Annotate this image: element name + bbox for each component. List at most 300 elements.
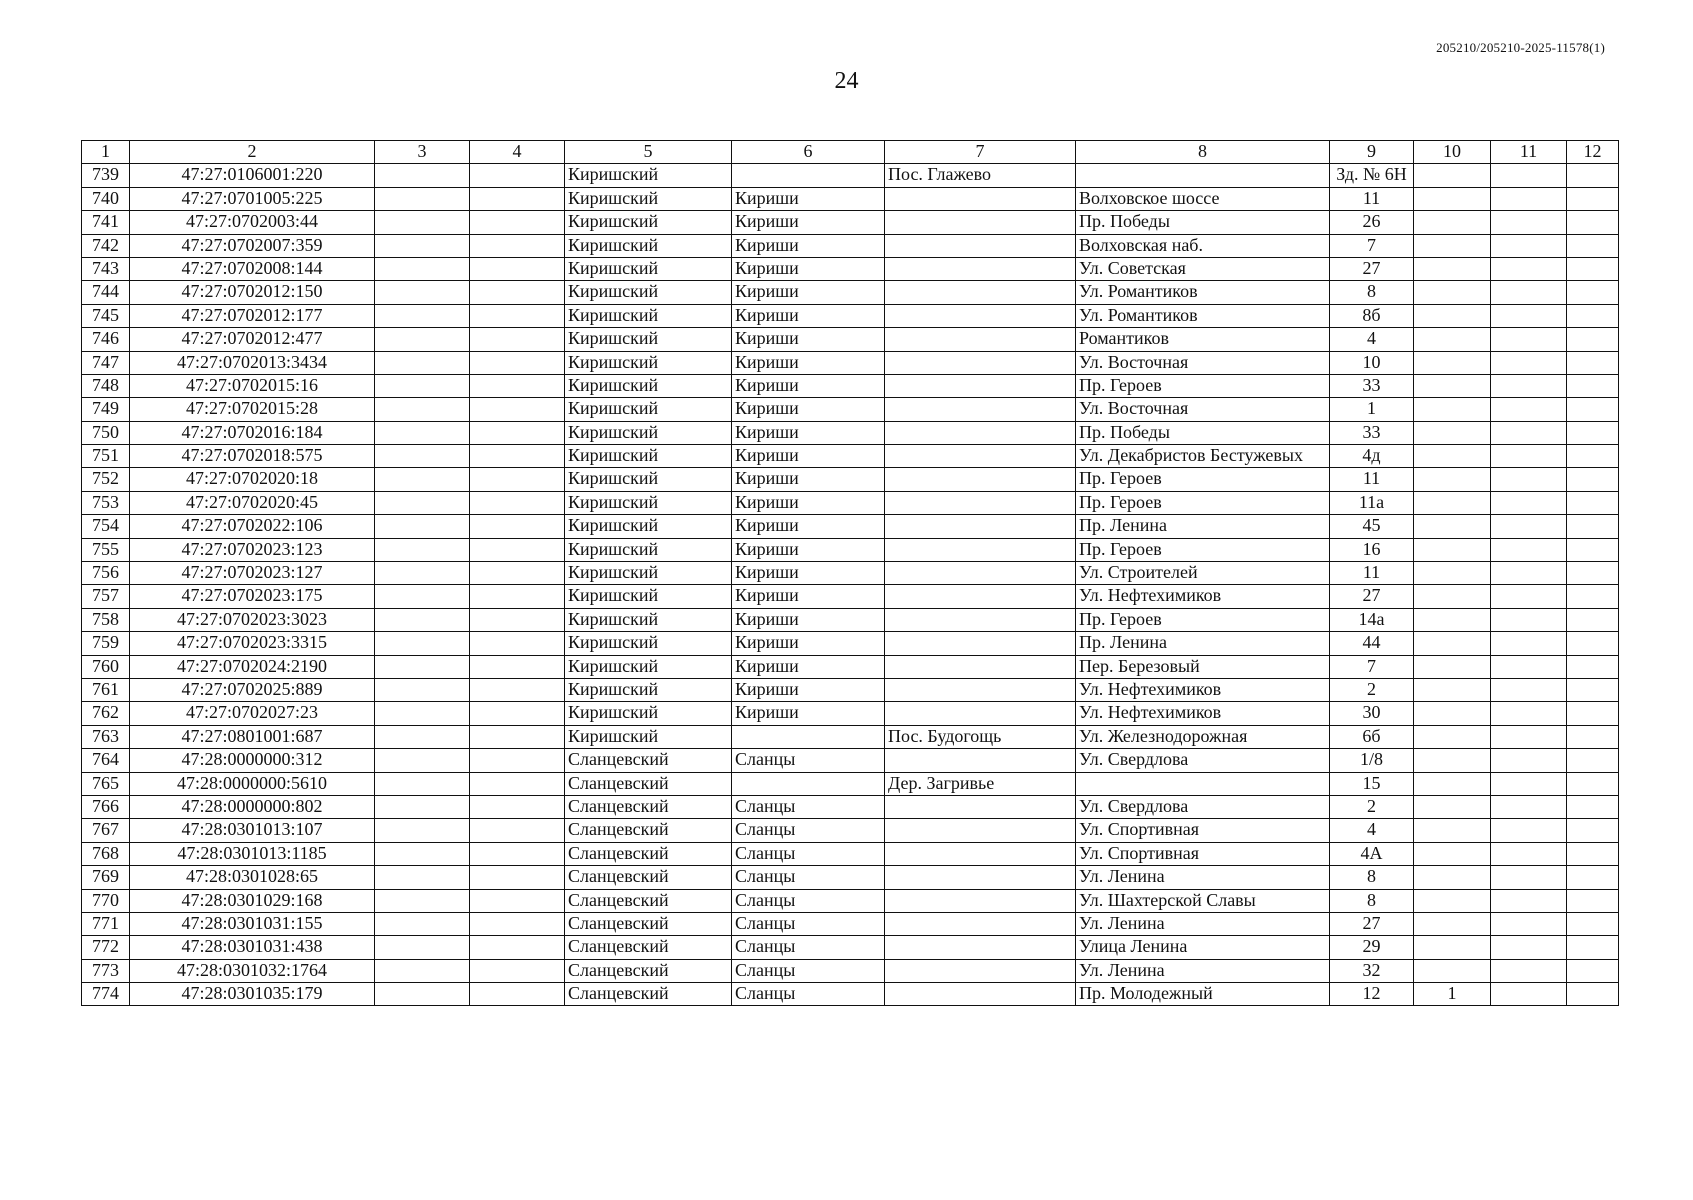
table-cell bbox=[885, 608, 1076, 631]
table-cell bbox=[1491, 912, 1567, 935]
table-cell: 745 bbox=[82, 304, 130, 327]
table-cell: Киришский bbox=[565, 257, 732, 280]
table-cell bbox=[1414, 866, 1491, 889]
table-cell: 27 bbox=[1330, 912, 1414, 935]
table-cell: Ул. Романтиков bbox=[1076, 304, 1330, 327]
table-cell bbox=[1567, 304, 1619, 327]
table-cell bbox=[885, 655, 1076, 678]
table-cell: 11а bbox=[1330, 491, 1414, 514]
table-cell: 11 bbox=[1330, 187, 1414, 210]
table-cell bbox=[885, 351, 1076, 374]
table-cell bbox=[470, 842, 565, 865]
table-cell bbox=[470, 749, 565, 772]
table-cell: Ул. Шахтерской Славы bbox=[1076, 889, 1330, 912]
table-cell: 742 bbox=[82, 234, 130, 257]
table-cell: Киришский bbox=[565, 211, 732, 234]
table-cell bbox=[375, 304, 470, 327]
table-cell: 47:27:0702012:177 bbox=[130, 304, 375, 327]
table-cell bbox=[885, 959, 1076, 982]
table-cell: 15 bbox=[1330, 772, 1414, 795]
table-cell bbox=[1491, 234, 1567, 257]
table-cell bbox=[1567, 866, 1619, 889]
table-cell bbox=[375, 889, 470, 912]
table-cell: Сланцы bbox=[732, 819, 885, 842]
table-cell: Ул. Ленина bbox=[1076, 959, 1330, 982]
table-cell bbox=[1567, 398, 1619, 421]
table-cell: Кириши bbox=[732, 515, 885, 538]
table-cell: Пос. Глажево bbox=[885, 164, 1076, 187]
table-cell: Сланцевский bbox=[565, 959, 732, 982]
table-cell: Киришский bbox=[565, 445, 732, 468]
table-cell bbox=[375, 328, 470, 351]
table-cell: Дер. Загривье bbox=[885, 772, 1076, 795]
table-row bbox=[82, 304, 1619, 327]
table-cell bbox=[375, 912, 470, 935]
table-cell: Кириши bbox=[732, 678, 885, 701]
table-cell bbox=[1076, 772, 1330, 795]
table-cell: Киришский bbox=[565, 678, 732, 701]
table-cell bbox=[1414, 304, 1491, 327]
table-cell: Киришский bbox=[565, 655, 732, 678]
table-cell bbox=[1491, 281, 1567, 304]
table-cell: Кириши bbox=[732, 632, 885, 655]
table-cell bbox=[470, 795, 565, 818]
table-cell: Сланцы bbox=[732, 866, 885, 889]
table-cell: 47:28:0000000:5610 bbox=[130, 772, 375, 795]
table-cell bbox=[375, 632, 470, 655]
table-cell: 8б bbox=[1330, 304, 1414, 327]
table-cell: Кириши bbox=[732, 211, 885, 234]
table-cell bbox=[1567, 538, 1619, 561]
table-cell: Кириши bbox=[732, 257, 885, 280]
table-cell: 12 bbox=[1330, 983, 1414, 1006]
table-cell bbox=[1491, 678, 1567, 701]
column-header: 1 bbox=[82, 141, 130, 164]
table-cell: Зд. № 6Н bbox=[1330, 164, 1414, 187]
table-cell: 4А bbox=[1330, 842, 1414, 865]
table-cell bbox=[375, 491, 470, 514]
table-cell bbox=[1491, 632, 1567, 655]
column-header: 4 bbox=[470, 141, 565, 164]
table-cell bbox=[1491, 749, 1567, 772]
table-row bbox=[82, 912, 1619, 935]
table-cell: Ул. Нефтехимиков bbox=[1076, 585, 1330, 608]
table-cell: Сланцы bbox=[732, 795, 885, 818]
table-cell bbox=[1567, 374, 1619, 397]
table-row bbox=[82, 749, 1619, 772]
table-cell bbox=[1491, 515, 1567, 538]
table-cell bbox=[470, 421, 565, 444]
table-cell: 47:27:0702024:2190 bbox=[130, 655, 375, 678]
table-cell: Сланцы bbox=[732, 959, 885, 982]
table-cell: 749 bbox=[82, 398, 130, 421]
table-cell bbox=[1491, 866, 1567, 889]
table-cell: 47:27:0702013:3434 bbox=[130, 351, 375, 374]
table-cell: Сланцевский bbox=[565, 983, 732, 1006]
table-row bbox=[82, 983, 1619, 1006]
table-row bbox=[82, 351, 1619, 374]
table-cell: 1/8 bbox=[1330, 749, 1414, 772]
table-cell: Пр. Ленина bbox=[1076, 515, 1330, 538]
table-cell bbox=[470, 187, 565, 210]
table-cell bbox=[1491, 772, 1567, 795]
table-cell: 47:27:0702008:144 bbox=[130, 257, 375, 280]
table-row bbox=[82, 866, 1619, 889]
table-cell bbox=[470, 398, 565, 421]
table-cell bbox=[1567, 912, 1619, 935]
table-cell bbox=[1491, 725, 1567, 748]
table-cell: 33 bbox=[1330, 421, 1414, 444]
table-cell bbox=[1414, 608, 1491, 631]
table-cell bbox=[375, 959, 470, 982]
table-cell: Кириши bbox=[732, 608, 885, 631]
table-cell: Сланцевский bbox=[565, 749, 732, 772]
table-cell bbox=[375, 725, 470, 748]
table-cell: 47:27:0702018:575 bbox=[130, 445, 375, 468]
table-cell bbox=[1414, 912, 1491, 935]
table-cell: Кириши bbox=[732, 538, 885, 561]
table-cell bbox=[375, 398, 470, 421]
table-row bbox=[82, 164, 1619, 187]
table-cell: 753 bbox=[82, 491, 130, 514]
table-cell bbox=[470, 702, 565, 725]
column-header: 2 bbox=[130, 141, 375, 164]
table-cell: 750 bbox=[82, 421, 130, 444]
table-cell bbox=[885, 889, 1076, 912]
table-cell bbox=[885, 515, 1076, 538]
table-cell bbox=[1414, 842, 1491, 865]
table-cell bbox=[885, 304, 1076, 327]
table-cell bbox=[1491, 936, 1567, 959]
table-cell: Ул. Романтиков bbox=[1076, 281, 1330, 304]
table-row bbox=[82, 959, 1619, 982]
table-cell: 769 bbox=[82, 866, 130, 889]
table-cell: 47:27:0702012:477 bbox=[130, 328, 375, 351]
table-cell bbox=[1567, 842, 1619, 865]
table-cell bbox=[470, 562, 565, 585]
table-cell bbox=[1414, 234, 1491, 257]
table-cell: 740 bbox=[82, 187, 130, 210]
table-cell bbox=[375, 374, 470, 397]
table-cell: 773 bbox=[82, 959, 130, 982]
table-row bbox=[82, 772, 1619, 795]
table-cell: Сланцы bbox=[732, 842, 885, 865]
table-row bbox=[82, 421, 1619, 444]
table-cell: Кириши bbox=[732, 468, 885, 491]
table-cell bbox=[1414, 515, 1491, 538]
table-cell bbox=[470, 468, 565, 491]
table-cell bbox=[1567, 281, 1619, 304]
table-cell bbox=[1567, 257, 1619, 280]
table-cell bbox=[470, 632, 565, 655]
table-cell bbox=[1567, 164, 1619, 187]
table-cell: 759 bbox=[82, 632, 130, 655]
table-cell bbox=[732, 772, 885, 795]
table-cell bbox=[885, 187, 1076, 210]
table-cell: 765 bbox=[82, 772, 130, 795]
table-cell: Кириши bbox=[732, 562, 885, 585]
table-row bbox=[82, 608, 1619, 631]
table-cell: Кириши bbox=[732, 702, 885, 725]
table-cell bbox=[375, 936, 470, 959]
table-cell: Киришский bbox=[565, 187, 732, 210]
table-row bbox=[82, 257, 1619, 280]
table-cell bbox=[1567, 819, 1619, 842]
table-cell: 47:27:0702023:175 bbox=[130, 585, 375, 608]
table-cell bbox=[1491, 257, 1567, 280]
table-cell bbox=[375, 445, 470, 468]
table-row bbox=[82, 655, 1619, 678]
table-cell: 27 bbox=[1330, 257, 1414, 280]
table-cell bbox=[1491, 398, 1567, 421]
table-cell bbox=[470, 304, 565, 327]
table-cell: 45 bbox=[1330, 515, 1414, 538]
table-cell: 47:28:0301029:168 bbox=[130, 889, 375, 912]
table-cell: 763 bbox=[82, 725, 130, 748]
table-row bbox=[82, 445, 1619, 468]
column-header: 9 bbox=[1330, 141, 1414, 164]
table-cell: Киришский bbox=[565, 234, 732, 257]
table-cell bbox=[470, 912, 565, 935]
table-cell bbox=[732, 164, 885, 187]
table-cell bbox=[885, 983, 1076, 1006]
table-cell: Пр. Героев bbox=[1076, 468, 1330, 491]
table-cell bbox=[375, 608, 470, 631]
table-cell bbox=[470, 678, 565, 701]
column-header: 5 bbox=[565, 141, 732, 164]
table-cell bbox=[1491, 374, 1567, 397]
table-cell bbox=[375, 585, 470, 608]
table-cell bbox=[885, 257, 1076, 280]
table-cell: 47:27:0702023:123 bbox=[130, 538, 375, 561]
table-cell bbox=[470, 538, 565, 561]
table-cell bbox=[1414, 187, 1491, 210]
table-row bbox=[82, 819, 1619, 842]
table-cell bbox=[1567, 234, 1619, 257]
table-cell bbox=[1491, 585, 1567, 608]
table-cell bbox=[1491, 702, 1567, 725]
table-cell: Сланцы bbox=[732, 912, 885, 935]
table-cell bbox=[375, 164, 470, 187]
table-cell bbox=[885, 678, 1076, 701]
table-cell: Кириши bbox=[732, 281, 885, 304]
table-cell: 757 bbox=[82, 585, 130, 608]
table-cell bbox=[1567, 562, 1619, 585]
table-cell: Киришский bbox=[565, 585, 732, 608]
table-cell: 739 bbox=[82, 164, 130, 187]
table-cell bbox=[1491, 608, 1567, 631]
column-header: 8 bbox=[1076, 141, 1330, 164]
table-cell bbox=[375, 515, 470, 538]
table-cell: Киришский bbox=[565, 164, 732, 187]
table-cell: Пр. Героев bbox=[1076, 608, 1330, 631]
table-cell bbox=[1567, 702, 1619, 725]
header-row bbox=[82, 141, 1619, 164]
table-cell: 11 bbox=[1330, 468, 1414, 491]
table-cell bbox=[1414, 562, 1491, 585]
table-cell: Пр. Победы bbox=[1076, 421, 1330, 444]
table-cell: 32 bbox=[1330, 959, 1414, 982]
table-cell: 751 bbox=[82, 445, 130, 468]
table-row bbox=[82, 795, 1619, 818]
table-cell bbox=[1414, 749, 1491, 772]
table-cell: 26 bbox=[1330, 211, 1414, 234]
table-cell bbox=[885, 374, 1076, 397]
table-cell bbox=[470, 257, 565, 280]
table-cell: Пр. Героев bbox=[1076, 538, 1330, 561]
table-cell: 47:27:0702023:3315 bbox=[130, 632, 375, 655]
table-cell bbox=[1491, 819, 1567, 842]
table-cell: Ул. Советская bbox=[1076, 257, 1330, 280]
table-cell bbox=[1491, 351, 1567, 374]
table-cell bbox=[375, 795, 470, 818]
table-cell bbox=[1567, 655, 1619, 678]
table-cell bbox=[470, 866, 565, 889]
table-cell: 47:27:0702022:106 bbox=[130, 515, 375, 538]
table-cell bbox=[885, 795, 1076, 818]
table-cell bbox=[375, 421, 470, 444]
table-cell bbox=[375, 655, 470, 678]
table-cell: Пер. Березовый bbox=[1076, 655, 1330, 678]
table-cell bbox=[1491, 491, 1567, 514]
table-cell: Ул. Строителей bbox=[1076, 562, 1330, 585]
table-cell bbox=[1567, 889, 1619, 912]
table-cell: Ул. Нефтехимиков bbox=[1076, 702, 1330, 725]
page-number: 24 bbox=[834, 68, 859, 94]
table-cell: 2 bbox=[1330, 678, 1414, 701]
table-cell bbox=[1567, 936, 1619, 959]
table-cell bbox=[1414, 655, 1491, 678]
table-cell: Ул. Спортивная bbox=[1076, 819, 1330, 842]
table-cell: 47:27:0702027:23 bbox=[130, 702, 375, 725]
table-cell bbox=[375, 772, 470, 795]
table-cell bbox=[375, 842, 470, 865]
table-cell bbox=[1414, 374, 1491, 397]
table-cell: 752 bbox=[82, 468, 130, 491]
table-cell bbox=[885, 866, 1076, 889]
table-cell: 4 bbox=[1330, 819, 1414, 842]
table-cell bbox=[1414, 445, 1491, 468]
table-body bbox=[82, 164, 1619, 1006]
table-cell bbox=[1414, 281, 1491, 304]
table-cell: Киришский bbox=[565, 398, 732, 421]
table-cell: Киришский bbox=[565, 328, 732, 351]
table-cell bbox=[1414, 257, 1491, 280]
table-cell bbox=[1567, 795, 1619, 818]
table-cell: 47:28:0301031:155 bbox=[130, 912, 375, 935]
table-cell: Волховское шоссе bbox=[1076, 187, 1330, 210]
table-cell: 766 bbox=[82, 795, 130, 818]
table-cell: 47:28:0301013:1185 bbox=[130, 842, 375, 865]
table-cell: 47:27:0106001:220 bbox=[130, 164, 375, 187]
table-cell bbox=[470, 491, 565, 514]
table-cell: Ул. Железнодорожная bbox=[1076, 725, 1330, 748]
table-cell: 47:27:0702015:16 bbox=[130, 374, 375, 397]
table-cell bbox=[885, 912, 1076, 935]
table-cell: 771 bbox=[82, 912, 130, 935]
table-cell bbox=[885, 936, 1076, 959]
table-cell bbox=[375, 234, 470, 257]
table-row bbox=[82, 328, 1619, 351]
table-cell: Киришский bbox=[565, 281, 732, 304]
table-cell bbox=[1567, 328, 1619, 351]
table-cell: Ул. Ленина bbox=[1076, 866, 1330, 889]
table-row bbox=[82, 842, 1619, 865]
table-cell: 772 bbox=[82, 936, 130, 959]
table-cell: 762 bbox=[82, 702, 130, 725]
table-cell: Кириши bbox=[732, 234, 885, 257]
table-cell bbox=[470, 211, 565, 234]
table-cell: Киришский bbox=[565, 538, 732, 561]
table-row bbox=[82, 491, 1619, 514]
table-cell bbox=[470, 655, 565, 678]
table-cell bbox=[885, 538, 1076, 561]
table-cell: 8 bbox=[1330, 866, 1414, 889]
table-cell bbox=[1414, 398, 1491, 421]
table-cell: Кириши bbox=[732, 585, 885, 608]
table-cell bbox=[1414, 795, 1491, 818]
table-cell bbox=[375, 468, 470, 491]
table-cell: 47:28:0301028:65 bbox=[130, 866, 375, 889]
table-cell bbox=[375, 257, 470, 280]
table-header bbox=[82, 141, 1619, 164]
table-cell bbox=[1414, 328, 1491, 351]
table-row bbox=[82, 211, 1619, 234]
table-cell: 47:28:0301035:179 bbox=[130, 983, 375, 1006]
table-cell: Кириши bbox=[732, 328, 885, 351]
table-cell: Ул. Свердлова bbox=[1076, 795, 1330, 818]
table-cell bbox=[375, 819, 470, 842]
table-cell: 746 bbox=[82, 328, 130, 351]
table-cell bbox=[1491, 421, 1567, 444]
table-cell: 16 bbox=[1330, 538, 1414, 561]
table-cell bbox=[470, 936, 565, 959]
table-cell bbox=[1567, 351, 1619, 374]
table-cell bbox=[470, 374, 565, 397]
table-cell: Кириши bbox=[732, 187, 885, 210]
table-cell: Пр. Героев bbox=[1076, 374, 1330, 397]
column-header: 10 bbox=[1414, 141, 1491, 164]
table-cell: 47:27:0801001:687 bbox=[130, 725, 375, 748]
table-cell bbox=[470, 164, 565, 187]
table-cell: 47:27:0702012:150 bbox=[130, 281, 375, 304]
table-cell: Ул. Восточная bbox=[1076, 398, 1330, 421]
table-cell: 47:28:0000000:802 bbox=[130, 795, 375, 818]
table-cell: Сланцевский bbox=[565, 889, 732, 912]
table-cell: 47:27:0702020:45 bbox=[130, 491, 375, 514]
table-cell bbox=[1414, 959, 1491, 982]
table-cell bbox=[885, 749, 1076, 772]
table-cell: Ул. Спортивная bbox=[1076, 842, 1330, 865]
table-cell: Ул. Восточная bbox=[1076, 351, 1330, 374]
table-cell: Киришский bbox=[565, 608, 732, 631]
table-row bbox=[82, 725, 1619, 748]
table-cell: 743 bbox=[82, 257, 130, 280]
table-cell bbox=[375, 983, 470, 1006]
column-header: 7 bbox=[885, 141, 1076, 164]
table-row bbox=[82, 585, 1619, 608]
table-cell bbox=[1414, 164, 1491, 187]
table-cell: Пр. Ленина bbox=[1076, 632, 1330, 655]
table-cell: 14а bbox=[1330, 608, 1414, 631]
column-header: 6 bbox=[732, 141, 885, 164]
table-cell bbox=[1491, 304, 1567, 327]
table-cell bbox=[1491, 211, 1567, 234]
table-cell bbox=[1567, 445, 1619, 468]
table-cell bbox=[470, 445, 565, 468]
table-cell: 2 bbox=[1330, 795, 1414, 818]
table-cell: 47:27:0702015:28 bbox=[130, 398, 375, 421]
